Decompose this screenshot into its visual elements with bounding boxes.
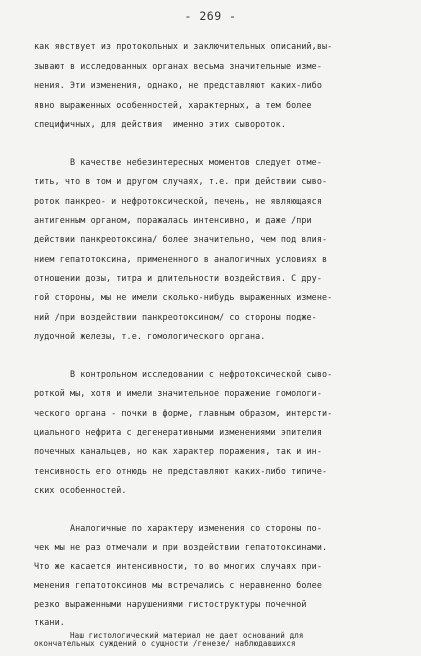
text-line: Наш гистологический материал не дает оснований для xyxy=(70,631,304,640)
text-line: лудочной железы, т.е. гомологического органа. xyxy=(34,331,266,341)
text-line: почечных канальцев, но как характер поражения, так и ин- xyxy=(34,446,322,456)
text-line: антигенным органом, поражалась интенсивно, и даже /при xyxy=(34,215,312,225)
text-line: тенсивность его отнюдь не представляют каких-либо типиче- xyxy=(34,466,328,476)
text-line: роток панкрео- и нефротоксической, печень, не являющаяся xyxy=(34,196,322,206)
text-line: специфичных, для действия именно этих сывороток. xyxy=(34,119,286,129)
text-line: тить, что в том и другом случаях, т.е. при действии сыво- xyxy=(34,176,328,186)
text-line: менения гепатотоксинов мы встречались с неравненно более xyxy=(34,580,322,590)
text-line: роткой мы, хотя и имели значительное поражение гомологи- xyxy=(34,388,322,398)
text-line: ткани. xyxy=(34,617,65,627)
text-line: Что же касается интенсивности, то во многих случаях при- xyxy=(34,561,322,571)
text-line: резко выраженными нарушениями гистоструктуры почечной xyxy=(34,599,307,609)
text-line: циального нефрита с дегенеративными изменениями эпителия xyxy=(34,427,322,437)
text-line: окончательных суждений о сущности /генезе/ наблюдавшихся xyxy=(34,639,296,648)
text-line: Аналогичные по характеру изменения со стороны по- xyxy=(70,523,322,533)
text-line: В контрольном исследовании с нефротоксической сыво- xyxy=(70,369,333,379)
text-line: ний /при воздействии панкреотоксином/ со стороны подже- xyxy=(34,312,317,322)
text-line: зывают в исследованных органах весьма значительные изме- xyxy=(34,61,322,71)
text-line: явно выраженных особенностей, характерных, а тем более xyxy=(34,100,312,110)
text-line: отношении дозы, титра и длительности воздействия. С дру- xyxy=(34,273,322,283)
text-line: нения. Эти изменения, однако, не представляют каких-либо xyxy=(34,80,322,90)
text-line: ческого органа - почки в форме, главным образом, интерсти- xyxy=(34,408,333,418)
text-line: ских особенностей. xyxy=(34,485,127,495)
text-line: гой стороны, мы не имели сколько-нибудь выраженных измене- xyxy=(34,292,333,302)
text-line: чек мы не раз отмечали и при воздействии гепатотоксинами. xyxy=(34,542,328,552)
text-line: нием гепатотоксина, примененного в аналогичных условиях в xyxy=(34,254,328,264)
text-line: как явствует из протокольных и заключительных описаний,вы- xyxy=(34,41,333,51)
text-line: действии панкреотоксина/ более значительно, чем под влия- xyxy=(34,234,328,244)
page-number: - 269 - xyxy=(184,9,237,23)
text-line: В качестве небезинтересных моментов следует отме- xyxy=(70,157,322,167)
